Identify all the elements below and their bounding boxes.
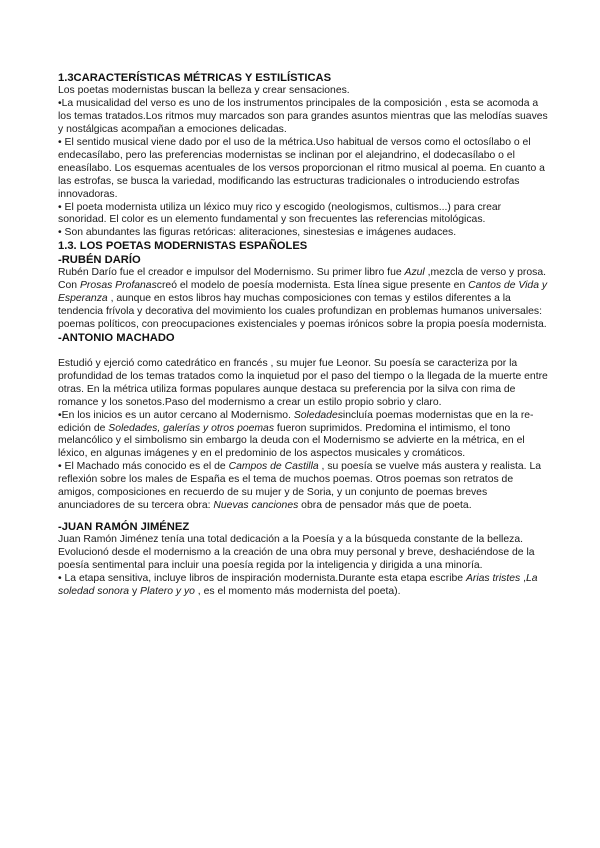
text-run: fueron suprimidos. Predomina el intimismo, el tono melancólico y el simbolismo sin embargo la deuda con el Modernismo se advierte en la métrica, en el léxico, en algunas imágenes y en el predominio de los aspectos musicales y cromáticos. bbox=[58, 422, 525, 460]
paragraph: Los poetas modernistas buscan la belleza y crear sensaciones. bbox=[58, 85, 350, 97]
text-run: ,mezcla de verso y prosa. Con bbox=[58, 267, 547, 291]
text-run: •En los inicios es un autor cercano al Modernismo. bbox=[58, 409, 294, 421]
book-title: Cantos de Vida y Esperanza bbox=[58, 280, 548, 304]
text-run: Rubén Darío fue el creador e impulsor del Modernismo. Su primer libro fue bbox=[58, 267, 405, 279]
paragraph-machado bbox=[58, 410, 548, 462]
book-title: Prosas Profanas bbox=[79, 280, 157, 291]
book-title: Platero y yo bbox=[140, 585, 195, 597]
document-body bbox=[58, 72, 548, 599]
book-title: Nuevas canciones bbox=[213, 500, 299, 511]
text-run: • La etapa sensitiva, incluye libros de inspiración modernista.Durante esta etapa escribe bbox=[58, 573, 466, 585]
text-run: , es el momento más modernista del poeta). bbox=[194, 585, 401, 597]
text-run: , aunque en estos libros hay muchas composiciones con temas y estilos diferentes a la tendencia frívola y decorativa del movimiento los cuales profundizan en problemas humanos universales: poemas políticos, con preocupaciones existenciales y poemas irónicos sobre la propia poesía modernista. bbox=[58, 292, 547, 330]
text-run: y bbox=[129, 585, 141, 597]
subheading-machado: -ANTONIO MACHADO bbox=[58, 331, 175, 344]
book-title: Arias tristes bbox=[465, 573, 521, 585]
paragraph: • Son abundantes las figuras retóricas: aliteraciones, sinestesias e imágenes audaces. bbox=[58, 227, 457, 239]
section-heading-poets: 1.3. LOS POETAS MODERNISTAS ESPAÑOLES bbox=[58, 240, 308, 253]
spacer bbox=[58, 345, 548, 358]
section-heading-characteristics: 1.3CARACTERÍSTICAS MÉTRICAS Y ESTILÍSTICAS bbox=[58, 72, 332, 84]
spacer bbox=[58, 513, 548, 521]
subheading-jimenez: -JUAN RAMÓN JIMÉNEZ bbox=[58, 520, 190, 533]
book-title: Azul bbox=[404, 267, 425, 279]
paragraph-jimenez bbox=[58, 573, 548, 599]
paragraph: •La musicalidad del verso es uno de los instrumentos principales de la composición , esta se acomoda a los temas tratados.Los ritmos muy marcados son para grandes asuntos mientras que las melodías suaves y nostálgicas acompañan a emociones delicadas. bbox=[58, 98, 548, 136]
text-run: , su poesía se vuelve más austera y realista. La reflexión sobre los males de España es el tema de muchos poemas. Otros poemas son retratos de amigos, composiciones en recuerdo de su mujer y de Soria, y un conjunto de poemas breves anunciadores de su tercera obra: bbox=[58, 461, 542, 511]
book-title: La soledad sonora bbox=[58, 573, 538, 597]
text-run: obra de pensador más que de poeta. bbox=[298, 500, 472, 511]
book-title: Campos de Castilla bbox=[228, 461, 319, 473]
text-run: • El Machado más conocido es el de bbox=[58, 461, 229, 473]
paragraph-jimenez: Juan Ramón Jiménez tenía una total dedicación a la Poesía y a la búsqueda constante de la belleza. Evolucionó desde el modernismo a la creación de una obra muy personal y breve, deshaciéndose de la poesía sentimental para incluir una poesía regida por la inteligencia y dirigida a una minoría. bbox=[58, 534, 535, 572]
text-run: , bbox=[520, 573, 527, 585]
book-title: Soledades bbox=[293, 409, 343, 421]
paragraph: • El poeta modernista utiliza un léxico muy rico y escogido (neologismos, cultismos...) para crear sonoridad. El color es un elemento fundamental y son frecuentes las referencias mitológicas. bbox=[58, 201, 502, 226]
text-run: creó el modelo de poesía modernista. Esta línea sigue presente en bbox=[156, 280, 469, 291]
paragraph-machado bbox=[58, 461, 548, 513]
paragraph: • El sentido musical viene dado por el uso de la métrica.Uso habitual de versos como el octosílabo o el endecasílabo, pero las preferencias modernistas se inclinan por el alejandrino, el dodecasílabo o el eneasílabo. Los esquemas acentuales de los versos proporcionan el ritmo musical al poema. En cuanto a las estrofas, se busca la variedad, modificando las estructuras tradicionales o introduciendo estrofas innovadoras. bbox=[58, 137, 545, 200]
subheading-dario: -RUBÉN DARÍO bbox=[58, 253, 141, 266]
paragraph-machado: Estudió y ejerció como catedrático en francés , su mujer fue Leonor. Su poesía se caracteriza por la profundidad de los temas tratados como la inquietud por el paso del tiempo o la llegada de la muerte entre otras. En la métrica utiliza formas populares aunque destaca su preferencia por la silva con rima de romance y los sonetos.Paso del modernismo a crear un estilo propio sobrio y claro. bbox=[58, 358, 548, 408]
text-run: incluía poemas modernistas que en la re-edición de bbox=[58, 409, 534, 434]
book-title: Soledades, galerías y otros poemas bbox=[108, 422, 275, 434]
paragraph-dario bbox=[58, 267, 548, 332]
